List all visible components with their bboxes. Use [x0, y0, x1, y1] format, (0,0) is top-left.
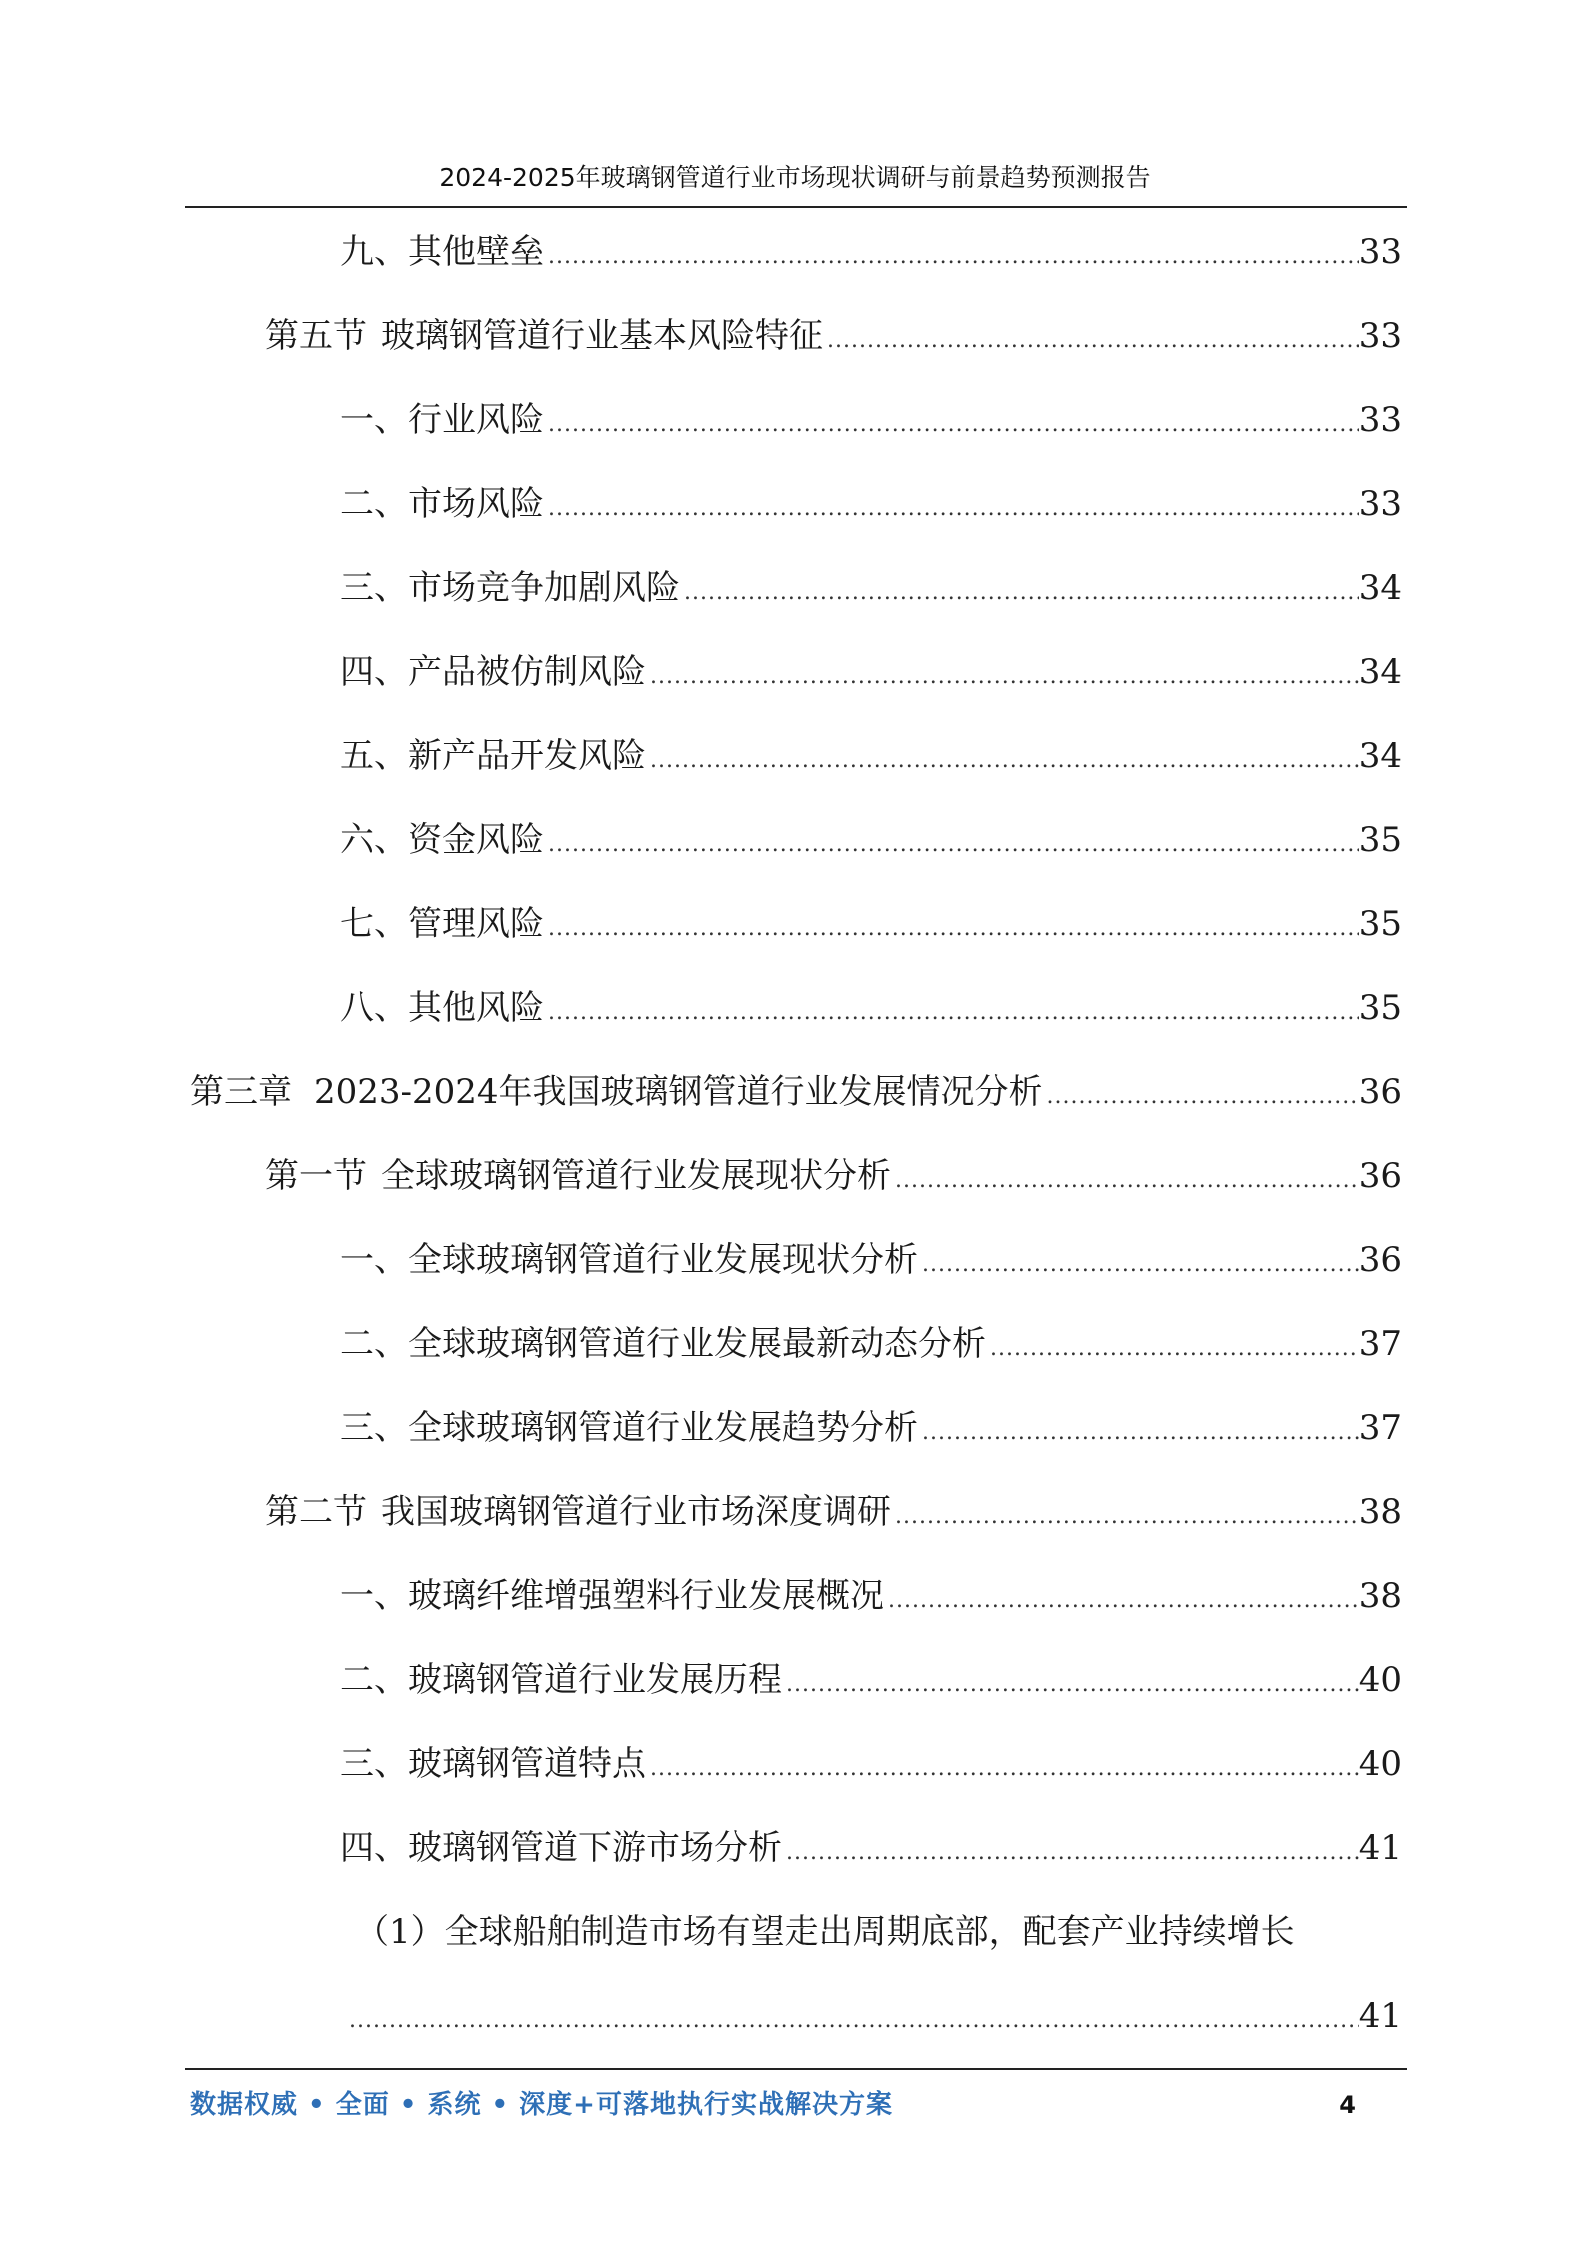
toc-entry-text: 产品被仿制风险 — [408, 652, 646, 692]
toc-entry-label — [340, 1236, 918, 1284]
toc-entry[interactable] — [340, 816, 1402, 864]
toc-leader-dots — [986, 1325, 1359, 1373]
toc-leader-dots — [646, 737, 1359, 785]
toc-entry-label — [340, 648, 646, 696]
toc-entry-prefix: 七、 — [340, 904, 408, 944]
toc-page-number: 36 — [1358, 1240, 1402, 1280]
toc-page-number: 34 — [1358, 736, 1402, 776]
toc-entry[interactable] — [340, 480, 1402, 528]
toc-entry-prefix: 四、 — [340, 1828, 408, 1868]
toc-leader-dots — [884, 1577, 1359, 1625]
toc-entry[interactable] — [265, 1488, 1402, 1536]
toc-entry[interactable] — [340, 1320, 1402, 1368]
toc-page-number: 36 — [1358, 1072, 1402, 1112]
toc-entry[interactable] — [340, 1404, 1402, 1452]
toc-entry-text: 玻璃钢管道特点 — [408, 1744, 646, 1784]
toc-entry-prefix: 第一节 — [265, 1156, 367, 1196]
toc-entry-label — [340, 732, 646, 780]
toc-page-number: 34 — [1358, 652, 1402, 692]
toc-entry-label — [340, 564, 680, 612]
toc-entry-label — [265, 312, 823, 360]
toc-entry-prefix: 二、 — [340, 1324, 408, 1364]
toc-entry-text: 新产品开发风险 — [408, 736, 646, 776]
toc-entry-text: 玻璃钢管道下游市场分析 — [408, 1828, 782, 1868]
toc-leader-dots — [345, 1997, 1359, 2045]
toc-entry[interactable] — [340, 900, 1402, 948]
toc-entry[interactable] — [265, 1152, 1402, 1200]
toc-entry-text: 玻璃钢管道行业发展历程 — [408, 1660, 782, 1700]
toc-entry-prefix: 一、 — [340, 1576, 408, 1616]
toc-leader-dots — [544, 821, 1359, 869]
toc-page-number: 41 — [1358, 1828, 1402, 1868]
toc-entry-text: 其他风险 — [408, 988, 544, 1028]
toc-leader-dots — [544, 989, 1359, 1037]
toc-entry-prefix: 一、 — [340, 1240, 408, 1280]
toc-entry-text: 全球玻璃钢管道行业发展现状分析 — [381, 1156, 891, 1196]
toc-entry-prefix: 第三章 — [190, 1072, 292, 1112]
toc-entry-label — [340, 1320, 986, 1368]
toc-page-number: 33 — [1358, 316, 1402, 356]
toc-entry-text: 市场竞争加剧风险 — [408, 568, 680, 608]
toc-leader-dots — [544, 401, 1359, 449]
toc-entry[interactable] — [265, 312, 1402, 360]
toc-leader-dots — [1043, 1073, 1359, 1121]
toc-entry[interactable] — [340, 1572, 1402, 1620]
toc-leader-dots — [891, 1493, 1359, 1541]
toc-page-number: 38 — [1358, 1576, 1402, 1616]
toc-entry-prefix: 二、 — [340, 484, 408, 524]
toc-entry-label — [340, 1740, 646, 1788]
toc-entry-label — [340, 228, 544, 276]
toc-page-number: 40 — [1358, 1660, 1402, 1700]
toc-page-number: 36 — [1358, 1156, 1402, 1196]
toc-entry-label — [340, 1404, 918, 1452]
toc-entry[interactable] — [340, 648, 1402, 696]
toc-leader-dots — [544, 233, 1359, 281]
toc-entry-prefix: 三、 — [340, 1744, 408, 1784]
toc-entry-label — [340, 1824, 782, 1872]
toc-entry-text: 2023-2024年我国玻璃钢管道行业发展情况分析 — [314, 1072, 1043, 1112]
toc-entry[interactable] — [340, 228, 1402, 276]
toc-page-number: 34 — [1358, 568, 1402, 608]
toc-entry[interactable] — [340, 396, 1402, 444]
toc-entry-label — [340, 1572, 884, 1620]
toc-entry[interactable] — [190, 1068, 1402, 1116]
toc-entry-prefix: 第五节 — [265, 316, 367, 356]
toc-entry-text: 市场风险 — [408, 484, 544, 524]
footer-page-number: 4 — [1339, 2091, 1356, 2119]
toc-page-number: 40 — [1358, 1744, 1402, 1784]
toc-entry-label — [340, 816, 544, 864]
toc-leader-dots — [918, 1241, 1359, 1289]
toc-entry-text: 玻璃钢管道行业基本风险特征 — [381, 316, 823, 356]
toc-entry-text: 行业风险 — [408, 400, 544, 440]
toc-leader-dots — [891, 1157, 1359, 1205]
toc-leader-dots — [646, 653, 1359, 701]
toc-entry-prefix: 三、 — [340, 1408, 408, 1448]
toc-page-number: 35 — [1358, 904, 1402, 944]
toc-entry-label — [265, 1488, 891, 1536]
toc-leader-dots — [680, 569, 1359, 617]
toc-page-number: 38 — [1358, 1492, 1402, 1532]
toc-entry[interactable] — [340, 1740, 1402, 1788]
toc-leader-dots — [782, 1661, 1359, 1709]
toc-entry-label — [190, 1068, 1043, 1116]
toc-entry-prefix: 三、 — [340, 568, 408, 608]
toc-entry-prefix: 四、 — [340, 652, 408, 692]
toc-entry-text: 全球玻璃钢管道行业发展趋势分析 — [408, 1408, 918, 1448]
toc-entry-text: 全球玻璃钢管道行业发展现状分析 — [408, 1240, 918, 1280]
toc-entry-wrapped[interactable] — [355, 1908, 1402, 1956]
toc-leader-dots — [544, 485, 1359, 533]
toc-page-number: 41 — [1358, 1996, 1402, 2036]
toc-entry-text: 全球船舶制造市场有望走出周期底部，配套产业持续增长 — [444, 1912, 1295, 1952]
toc-entry-label — [340, 984, 544, 1032]
footer-slogan: 数据权威 • 全面 • 系统 • 深度+可落地执行实战解决方案 — [190, 2090, 893, 2120]
toc-entry-text: 玻璃纤维增强塑料行业发展概况 — [408, 1576, 884, 1616]
toc-page-number: 33 — [1358, 400, 1402, 440]
toc-leader-dots — [646, 1745, 1359, 1793]
toc-entry-prefix: 二、 — [340, 1660, 408, 1700]
toc-entry-text: 我国玻璃钢管道行业市场深度调研 — [381, 1492, 891, 1532]
toc-entry[interactable] — [340, 732, 1402, 780]
toc-entry-label — [340, 396, 544, 444]
toc-entry[interactable] — [340, 984, 1402, 1032]
toc-entry-label — [340, 1656, 782, 1704]
toc-entry-prefix: （1） — [355, 1912, 445, 1952]
toc-page-number: 33 — [1358, 484, 1402, 524]
toc-page-number: 35 — [1358, 988, 1402, 1028]
toc-leader-dots — [782, 1829, 1359, 1877]
toc-entry[interactable] — [340, 564, 1402, 612]
toc-leader-dots — [823, 317, 1359, 365]
toc-entry-text: 其他壁垒 — [408, 232, 544, 272]
toc-entry-text: 全球玻璃钢管道行业发展最新动态分析 — [408, 1324, 986, 1364]
toc-leader-dots — [918, 1409, 1359, 1457]
toc-entry-prefix: 五、 — [340, 736, 408, 776]
toc-page-number: 37 — [1358, 1324, 1402, 1364]
toc-entry-prefix: 一、 — [340, 400, 408, 440]
toc-entry-label — [355, 1908, 1295, 1956]
toc-entry-continuation[interactable] — [345, 1992, 1402, 2040]
toc-entry-label — [340, 900, 544, 948]
toc-entry-prefix: 八、 — [340, 988, 408, 1028]
toc-entry-label — [265, 1152, 891, 1200]
toc-entry-text: 资金风险 — [408, 820, 544, 860]
toc-page-number: 37 — [1358, 1408, 1402, 1448]
footer-divider — [185, 2068, 1407, 2070]
page-header-title: 2024-2025年玻璃钢管道行业市场现状调研与前景趋势预测报告 — [439, 163, 1151, 192]
toc-entry-text: 管理风险 — [408, 904, 544, 944]
toc-entry-label — [340, 480, 544, 528]
toc-entry-prefix: 九、 — [340, 232, 408, 272]
toc-entry[interactable] — [340, 1236, 1402, 1284]
toc-entry[interactable] — [340, 1824, 1402, 1872]
toc-page-number: 35 — [1358, 820, 1402, 860]
toc-leader-dots — [544, 905, 1359, 953]
toc-page-number: 33 — [1358, 232, 1402, 272]
toc-entry-prefix: 六、 — [340, 820, 408, 860]
toc-entry-prefix: 第二节 — [265, 1492, 367, 1532]
toc-entry[interactable] — [340, 1656, 1402, 1704]
